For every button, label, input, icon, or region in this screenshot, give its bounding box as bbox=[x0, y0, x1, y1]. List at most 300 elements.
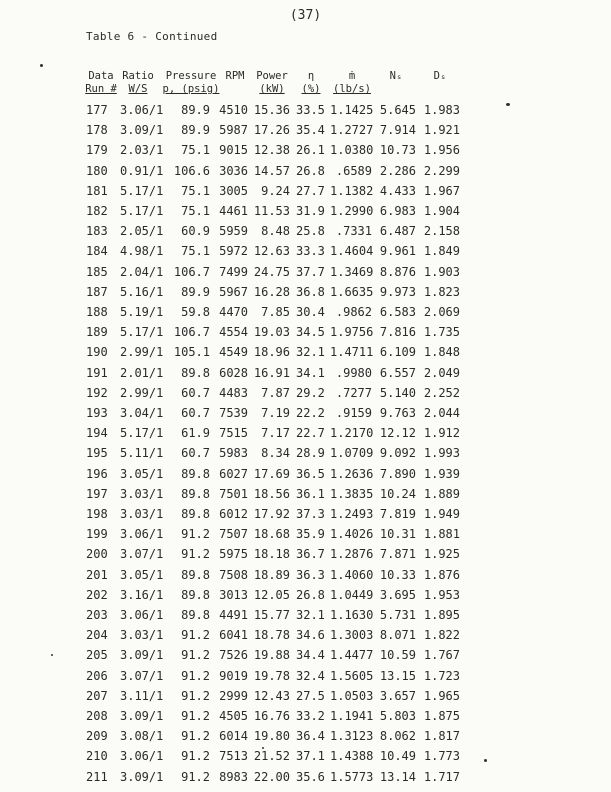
cell-press: 89.9 bbox=[181, 103, 210, 117]
cell-ds: 1.993 bbox=[423, 446, 460, 461]
cell-ds: 1.767 bbox=[423, 648, 460, 663]
cell-ns: 12.12 bbox=[379, 426, 416, 441]
cell-mdot: .6589 bbox=[335, 163, 372, 178]
cell-run: 177 bbox=[86, 103, 108, 117]
cell-power: 21.52 bbox=[253, 749, 290, 764]
cell-press: 89.8 bbox=[181, 507, 210, 521]
cell-power: 18.96 bbox=[253, 345, 290, 360]
header-ratio-line1: Ratio bbox=[122, 70, 154, 82]
cell-rpm: 4554 bbox=[219, 325, 248, 340]
cell-rpm: 5959 bbox=[219, 224, 248, 239]
scan-speck bbox=[40, 64, 43, 67]
cell-eta: 32.1 bbox=[296, 345, 325, 360]
cell-mdot: 1.9756 bbox=[330, 325, 374, 340]
header-rpm bbox=[220, 70, 250, 83]
cell-ns: 5.140 bbox=[379, 385, 416, 400]
cell-eta: 32.4 bbox=[296, 668, 325, 683]
header-mdot bbox=[328, 70, 376, 96]
cell-run: 204 bbox=[86, 628, 108, 643]
table-row bbox=[0, 386, 611, 406]
cell-run: 211 bbox=[86, 769, 108, 784]
cell-run: 181 bbox=[86, 183, 108, 198]
cell-run: 179 bbox=[86, 143, 108, 158]
cell-run: 196 bbox=[86, 466, 108, 481]
cell-ds: 1.823 bbox=[423, 284, 460, 299]
cell-eta: 30.4 bbox=[296, 305, 325, 319]
table-row bbox=[0, 709, 611, 729]
cell-ratio: 2.99/1 bbox=[120, 385, 164, 400]
cell-eta: 34.6 bbox=[296, 628, 325, 643]
cell-ratio: 5.17/1 bbox=[120, 204, 164, 218]
cell-power: 18.89 bbox=[253, 567, 290, 582]
cell-ratio: 5.17/1 bbox=[120, 325, 164, 340]
cell-ratio: 3.09/1 bbox=[120, 123, 164, 138]
cell-rpm: 4461 bbox=[219, 204, 248, 218]
cell-eta: 29.2 bbox=[296, 385, 325, 400]
cell-run: 210 bbox=[86, 749, 108, 764]
cell-run: 183 bbox=[86, 224, 108, 239]
cell-run: 190 bbox=[86, 345, 108, 360]
cell-mdot: 1.0709 bbox=[330, 446, 374, 461]
header-ns-line1: Nₛ bbox=[389, 70, 403, 82]
scan-speck bbox=[262, 747, 264, 749]
table-row bbox=[0, 406, 611, 426]
cell-eta: 26.8 bbox=[296, 163, 325, 178]
cell-run: 188 bbox=[86, 305, 108, 319]
table-row bbox=[0, 770, 611, 790]
cell-eta: 37.1 bbox=[296, 749, 325, 764]
table-row bbox=[0, 204, 611, 224]
cell-ns: 7.819 bbox=[379, 507, 416, 521]
cell-press: 89.8 bbox=[181, 608, 210, 622]
cell-ns: 6.109 bbox=[379, 345, 416, 360]
cell-ns: 9.763 bbox=[379, 406, 416, 420]
cell-press: 75.1 bbox=[181, 204, 210, 218]
cell-run: 197 bbox=[86, 486, 108, 501]
cell-press: 60.7 bbox=[181, 385, 210, 400]
cell-rpm: 7501 bbox=[219, 486, 248, 501]
cell-ns: 10.33 bbox=[379, 567, 416, 582]
header-ds-line1: Dₛ bbox=[433, 70, 447, 82]
cell-press: 91.2 bbox=[181, 668, 210, 683]
scan-speck bbox=[506, 103, 510, 106]
cell-rpm: 4510 bbox=[219, 103, 248, 117]
cell-ratio: 3.09/1 bbox=[120, 769, 164, 784]
cell-ns: 8.062 bbox=[379, 729, 416, 744]
cell-rpm: 7499 bbox=[219, 264, 248, 279]
cell-ns: 13.14 bbox=[379, 769, 416, 784]
cell-ds: 2.049 bbox=[423, 365, 460, 380]
cell-ratio: 5.17/1 bbox=[120, 183, 164, 198]
cell-ns: 9.973 bbox=[379, 284, 416, 299]
cell-press: 89.8 bbox=[181, 567, 210, 582]
cell-ratio: 3.03/1 bbox=[120, 486, 164, 501]
cell-mdot: 1.4604 bbox=[330, 244, 374, 259]
cell-run: 189 bbox=[86, 325, 108, 340]
cell-ratio: 0.91/1 bbox=[120, 163, 164, 178]
cell-press: 60.7 bbox=[181, 406, 210, 420]
table-row bbox=[0, 366, 611, 386]
cell-press: 89.8 bbox=[181, 365, 210, 380]
cell-power: 12.38 bbox=[253, 143, 290, 158]
cell-mdot: 1.2636 bbox=[330, 466, 374, 481]
cell-run: 193 bbox=[86, 406, 108, 420]
cell-rpm: 4491 bbox=[219, 608, 248, 622]
cell-ns: 6.557 bbox=[379, 365, 416, 380]
cell-eta: 35.9 bbox=[296, 527, 325, 542]
header-eta bbox=[298, 70, 324, 96]
cell-ratio: 3.09/1 bbox=[120, 709, 164, 723]
cell-ds: 1.773 bbox=[423, 749, 460, 764]
cell-press: 60.9 bbox=[181, 224, 210, 239]
cell-press: 75.1 bbox=[181, 183, 210, 198]
scan-speck bbox=[484, 759, 487, 762]
cell-ns: 7.816 bbox=[379, 325, 416, 340]
cell-power: 7.17 bbox=[261, 426, 290, 441]
table-row bbox=[0, 305, 611, 325]
cell-ratio: 3.08/1 bbox=[120, 729, 164, 744]
table-row bbox=[0, 669, 611, 689]
cell-ds: 1.895 bbox=[423, 608, 460, 622]
table-row bbox=[0, 568, 611, 588]
cell-ratio: 3.07/1 bbox=[120, 547, 164, 562]
table-row bbox=[0, 325, 611, 345]
cell-mdot: 1.2170 bbox=[330, 426, 374, 441]
cell-ds: 1.817 bbox=[423, 729, 460, 744]
cell-press: 91.2 bbox=[181, 688, 210, 703]
table-row bbox=[0, 143, 611, 163]
header-run-line2: Run # bbox=[85, 83, 117, 95]
table-row bbox=[0, 527, 611, 547]
table-row bbox=[0, 588, 611, 608]
table-row bbox=[0, 184, 611, 204]
cell-eta: 37.7 bbox=[296, 264, 325, 279]
cell-rpm: 6041 bbox=[219, 628, 248, 643]
cell-ratio: 3.05/1 bbox=[120, 466, 164, 481]
cell-ratio: 2.01/1 bbox=[120, 365, 164, 380]
cell-run: 202 bbox=[86, 587, 108, 602]
cell-run: 191 bbox=[86, 365, 108, 380]
page-number: (37) bbox=[289, 8, 322, 23]
cell-ratio: 5.19/1 bbox=[120, 305, 164, 319]
cell-ns: 10.59 bbox=[379, 648, 416, 663]
cell-ds: 1.949 bbox=[423, 507, 460, 521]
cell-power: 18.18 bbox=[253, 547, 290, 562]
cell-ns: 8.876 bbox=[379, 264, 416, 279]
table-row bbox=[0, 648, 611, 668]
cell-rpm: 2999 bbox=[219, 688, 248, 703]
cell-run: 207 bbox=[86, 688, 108, 703]
cell-mdot: 1.1941 bbox=[330, 709, 374, 723]
cell-eta: 33.2 bbox=[296, 709, 325, 723]
cell-ds: 1.912 bbox=[423, 426, 460, 441]
cell-rpm: 8983 bbox=[219, 769, 248, 784]
cell-press: 89.9 bbox=[181, 284, 210, 299]
cell-mdot: 1.3835 bbox=[330, 486, 374, 501]
header-power-line2: (kW) bbox=[259, 83, 285, 95]
cell-ratio: 3.06/1 bbox=[120, 749, 164, 764]
cell-mdot: 1.0503 bbox=[330, 688, 374, 703]
cell-power: 8.48 bbox=[261, 224, 290, 239]
cell-rpm: 6027 bbox=[219, 466, 248, 481]
cell-ds: 1.967 bbox=[423, 183, 460, 198]
cell-rpm: 5987 bbox=[219, 123, 248, 138]
header-power bbox=[252, 70, 292, 96]
cell-ratio: 5.11/1 bbox=[120, 446, 164, 461]
header-ns bbox=[382, 70, 410, 83]
cell-ns: 6.583 bbox=[379, 305, 416, 319]
cell-press: 91.2 bbox=[181, 527, 210, 542]
cell-rpm: 7513 bbox=[219, 749, 248, 764]
cell-rpm: 4470 bbox=[219, 305, 248, 319]
cell-rpm: 4505 bbox=[219, 709, 248, 723]
cell-press: 89.9 bbox=[181, 123, 210, 138]
cell-press: 91.2 bbox=[181, 628, 210, 643]
cell-run: 194 bbox=[86, 426, 108, 441]
cell-run: 205 bbox=[86, 648, 108, 663]
cell-run: 203 bbox=[86, 608, 108, 622]
cell-ds: 1.956 bbox=[423, 143, 460, 158]
cell-power: 9.24 bbox=[261, 183, 290, 198]
cell-run: 178 bbox=[86, 123, 108, 138]
cell-power: 11.53 bbox=[253, 204, 290, 218]
cell-ratio: 3.07/1 bbox=[120, 668, 164, 683]
cell-ratio: 2.99/1 bbox=[120, 345, 164, 360]
cell-run: 192 bbox=[86, 385, 108, 400]
table-row bbox=[0, 507, 611, 527]
cell-press: 89.8 bbox=[181, 587, 210, 602]
cell-mdot: 1.4711 bbox=[330, 345, 374, 360]
cell-run: 198 bbox=[86, 507, 108, 521]
cell-ns: 3.695 bbox=[379, 587, 416, 602]
cell-rpm: 6012 bbox=[219, 507, 248, 521]
cell-eta: 34.1 bbox=[296, 365, 325, 380]
cell-press: 91.2 bbox=[181, 729, 210, 744]
cell-press: 105.1 bbox=[173, 345, 210, 360]
cell-ns: 7.871 bbox=[379, 547, 416, 562]
cell-ns: 5.803 bbox=[379, 709, 416, 723]
cell-ns: 10.24 bbox=[379, 486, 416, 501]
cell-eta: 26.1 bbox=[296, 143, 325, 158]
cell-press: 91.2 bbox=[181, 769, 210, 784]
cell-eta: 22.2 bbox=[296, 406, 325, 420]
cell-ratio: 3.11/1 bbox=[120, 688, 164, 703]
cell-power: 15.36 bbox=[253, 103, 290, 117]
table-row bbox=[0, 123, 611, 143]
cell-ns: 4.433 bbox=[379, 183, 416, 198]
cell-ratio: 3.06/1 bbox=[120, 608, 164, 622]
header-power-line1: Power bbox=[256, 70, 288, 82]
table-row bbox=[0, 164, 611, 184]
cell-eta: 36.5 bbox=[296, 466, 325, 481]
cell-power: 19.88 bbox=[253, 648, 290, 663]
cell-rpm: 5972 bbox=[219, 244, 248, 259]
cell-press: 89.8 bbox=[181, 466, 210, 481]
cell-rpm: 3036 bbox=[219, 163, 248, 178]
cell-ns: 7.914 bbox=[379, 123, 416, 138]
table-row bbox=[0, 608, 611, 628]
scan-speck bbox=[51, 654, 53, 656]
cell-run: 209 bbox=[86, 729, 108, 744]
cell-ds: 1.822 bbox=[423, 628, 460, 643]
cell-ns: 10.73 bbox=[379, 143, 416, 158]
table-row bbox=[0, 547, 611, 567]
header-pressure-line2: p, (psig) bbox=[162, 83, 220, 95]
cell-power: 18.68 bbox=[253, 527, 290, 542]
cell-run: 208 bbox=[86, 709, 108, 723]
cell-ratio: 5.17/1 bbox=[120, 426, 164, 441]
table-row bbox=[0, 628, 611, 648]
cell-run: 206 bbox=[86, 668, 108, 683]
cell-run: 180 bbox=[86, 163, 108, 178]
cell-eta: 34.4 bbox=[296, 648, 325, 663]
cell-rpm: 5967 bbox=[219, 284, 248, 299]
cell-rpm: 7539 bbox=[219, 406, 248, 420]
cell-press: 91.2 bbox=[181, 547, 210, 562]
cell-power: 7.19 bbox=[261, 406, 290, 420]
cell-mdot: 1.4026 bbox=[330, 527, 374, 542]
cell-eta: 32.1 bbox=[296, 608, 325, 622]
cell-mdot: 1.0449 bbox=[330, 587, 374, 602]
cell-press: 75.1 bbox=[181, 143, 210, 158]
cell-eta: 37.3 bbox=[296, 507, 325, 521]
cell-ratio: 3.06/1 bbox=[120, 527, 164, 542]
cell-rpm: 6014 bbox=[219, 729, 248, 744]
cell-mdot: 1.1425 bbox=[330, 103, 374, 117]
header-mdot-line2: (lb/s) bbox=[333, 83, 371, 95]
header-ds bbox=[426, 70, 454, 83]
cell-mdot: 1.1630 bbox=[330, 608, 374, 622]
cell-ns: 5.731 bbox=[379, 608, 416, 622]
cell-mdot: 1.6635 bbox=[330, 284, 374, 299]
cell-eta: 27.5 bbox=[296, 688, 325, 703]
cell-ds: 1.953 bbox=[423, 587, 460, 602]
cell-ratio: 4.98/1 bbox=[120, 244, 164, 259]
cell-ratio: 3.03/1 bbox=[120, 507, 164, 521]
cell-run: 199 bbox=[86, 527, 108, 542]
cell-rpm: 3005 bbox=[219, 183, 248, 198]
cell-mdot: 1.2990 bbox=[330, 204, 374, 218]
cell-eta: 33.5 bbox=[296, 103, 325, 117]
cell-rpm: 4483 bbox=[219, 385, 248, 400]
header-rpm-line1: RPM bbox=[225, 70, 245, 82]
cell-power: 7.87 bbox=[261, 385, 290, 400]
cell-ratio: 3.05/1 bbox=[120, 567, 164, 582]
cell-press: 106.7 bbox=[173, 264, 210, 279]
cell-power: 16.91 bbox=[253, 365, 290, 380]
cell-ratio: 2.05/1 bbox=[120, 224, 164, 239]
table-row bbox=[0, 749, 611, 769]
cell-ns: 7.890 bbox=[379, 466, 416, 481]
cell-power: 12.43 bbox=[253, 688, 290, 703]
cell-rpm: 7508 bbox=[219, 567, 248, 582]
cell-eta: 34.5 bbox=[296, 325, 325, 340]
cell-press: 60.7 bbox=[181, 446, 210, 461]
table-row bbox=[0, 103, 611, 123]
cell-rpm: 7507 bbox=[219, 527, 248, 542]
cell-ns: 8.071 bbox=[379, 628, 416, 643]
cell-rpm: 3013 bbox=[219, 587, 248, 602]
cell-ns: 2.286 bbox=[379, 163, 416, 178]
cell-ds: 1.939 bbox=[423, 466, 460, 481]
cell-power: 17.92 bbox=[253, 507, 290, 521]
cell-ds: 1.875 bbox=[423, 709, 460, 723]
cell-eta: 35.6 bbox=[296, 769, 325, 784]
cell-ratio: 5.16/1 bbox=[120, 284, 164, 299]
cell-eta: 35.4 bbox=[296, 123, 325, 138]
cell-mdot: 1.2727 bbox=[330, 123, 374, 138]
cell-ds: 1.881 bbox=[423, 527, 460, 542]
cell-mdot: .7331 bbox=[335, 224, 372, 239]
cell-ds: 1.889 bbox=[423, 486, 460, 501]
cell-mdot: 1.4060 bbox=[330, 567, 374, 582]
cell-press: 59.8 bbox=[181, 305, 210, 319]
cell-rpm: 9019 bbox=[219, 668, 248, 683]
cell-mdot: .9159 bbox=[335, 406, 372, 420]
cell-mdot: 1.4388 bbox=[330, 749, 374, 764]
cell-run: 200 bbox=[86, 547, 108, 562]
cell-power: 19.03 bbox=[253, 325, 290, 340]
header-ratio bbox=[118, 70, 158, 96]
cell-mdot: 1.0380 bbox=[330, 143, 374, 158]
cell-eta: 26.8 bbox=[296, 587, 325, 602]
cell-rpm: 6028 bbox=[219, 365, 248, 380]
cell-power: 8.34 bbox=[261, 446, 290, 461]
cell-ds: 1.735 bbox=[423, 325, 460, 340]
header-pressure-line1: Pressure bbox=[165, 70, 217, 82]
cell-power: 18.78 bbox=[253, 628, 290, 643]
cell-press: 106.6 bbox=[173, 163, 210, 178]
cell-mdot: 1.3469 bbox=[330, 264, 374, 279]
cell-power: 14.57 bbox=[253, 163, 290, 178]
cell-ds: 1.925 bbox=[423, 547, 460, 562]
cell-ratio: 3.16/1 bbox=[120, 587, 164, 602]
cell-run: 187 bbox=[86, 284, 108, 299]
cell-mdot: .9862 bbox=[335, 305, 372, 319]
cell-run: 182 bbox=[86, 204, 108, 218]
cell-ds: 1.965 bbox=[423, 688, 460, 703]
table-row bbox=[0, 345, 611, 365]
cell-mdot: .9980 bbox=[335, 365, 372, 380]
cell-ds: 2.299 bbox=[423, 163, 460, 178]
cell-eta: 36.4 bbox=[296, 729, 325, 744]
cell-ns: 9.092 bbox=[379, 446, 416, 461]
cell-ns: 10.49 bbox=[379, 749, 416, 764]
cell-mdot: 1.2493 bbox=[330, 507, 374, 521]
cell-press: 75.1 bbox=[181, 244, 210, 259]
table-caption: Table 6 - Continued bbox=[86, 30, 218, 43]
header-mdot-line1: ṁ bbox=[348, 70, 356, 82]
table-row bbox=[0, 487, 611, 507]
cell-run: 184 bbox=[86, 244, 108, 259]
cell-power: 12.63 bbox=[253, 244, 290, 259]
cell-ratio: 2.04/1 bbox=[120, 264, 164, 279]
cell-ns: 6.983 bbox=[379, 204, 416, 218]
cell-ns: 10.31 bbox=[379, 527, 416, 542]
cell-eta: 25.8 bbox=[296, 224, 325, 239]
header-run bbox=[84, 70, 118, 96]
header-eta-line1: η bbox=[307, 70, 315, 82]
cell-rpm: 4549 bbox=[219, 345, 248, 360]
cell-power: 22.00 bbox=[253, 769, 290, 784]
cell-ns: 13.15 bbox=[379, 668, 416, 683]
table-row bbox=[0, 285, 611, 305]
cell-power: 15.77 bbox=[253, 608, 290, 622]
cell-run: 201 bbox=[86, 567, 108, 582]
cell-power: 16.76 bbox=[253, 709, 290, 723]
cell-press: 89.8 bbox=[181, 486, 210, 501]
cell-power: 17.69 bbox=[253, 466, 290, 481]
